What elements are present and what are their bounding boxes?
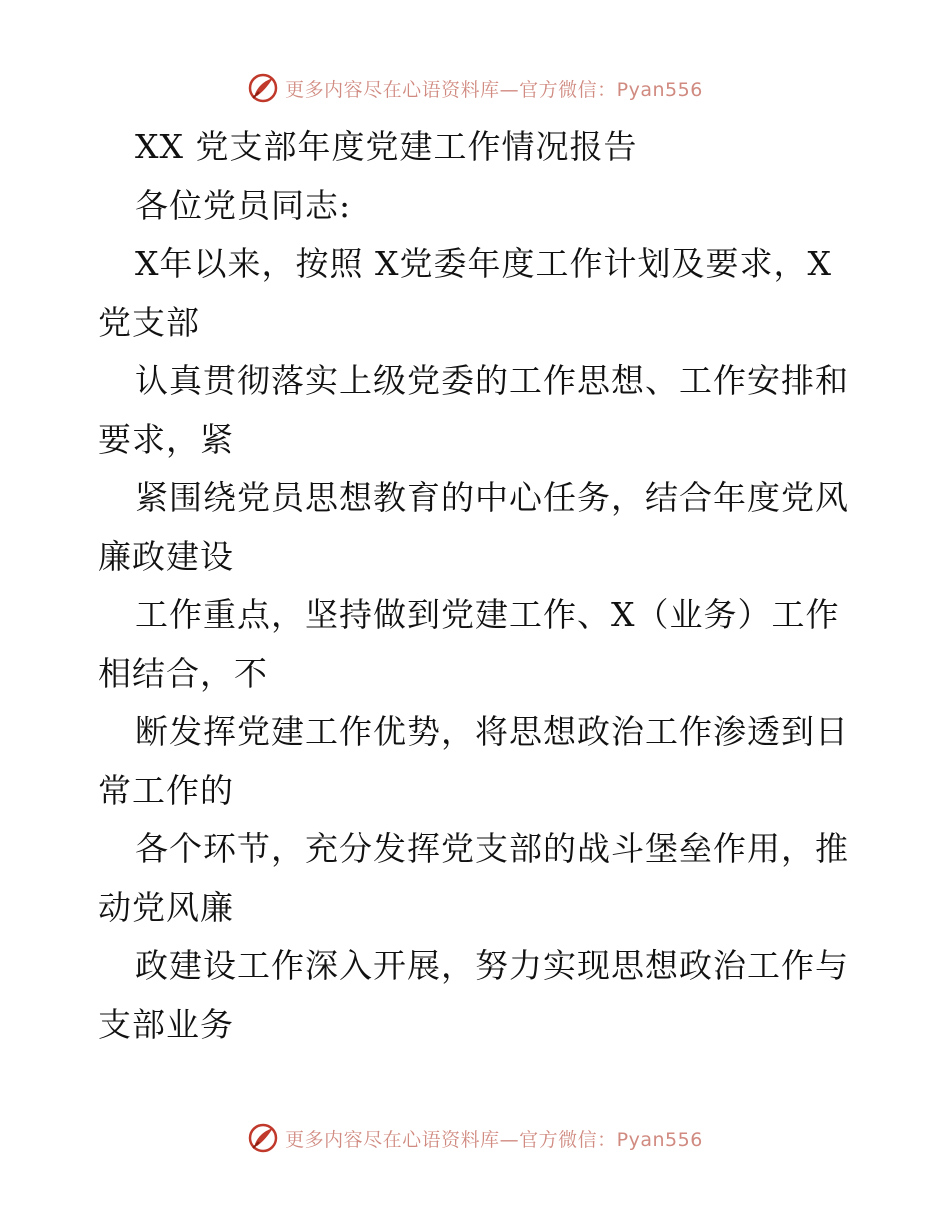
text-line: 要求，紧 (98, 419, 234, 459)
text-line: 工作重点，坚持做到党建工作、X（业务）工作 (135, 595, 840, 634)
text-line: 支部业务 (98, 1004, 234, 1044)
text-line: 断发挥党建工作优势，将思想政治工作渗透到日 (135, 712, 849, 751)
document-body (98, 118, 858, 1054)
text-line: 认真贯彻落实上级党委的工作思想、工作安排和 (135, 361, 849, 400)
text-line: 动党风廉 (98, 887, 234, 927)
text-line: 党支部 (98, 302, 200, 342)
footer-watermark (0, 1122, 950, 1154)
brand-logo-icon (247, 72, 279, 104)
text-line: 常工作的 (98, 770, 234, 810)
text-line: 相结合，不 (98, 653, 268, 693)
header-watermark (0, 72, 950, 104)
text-line: X年以来，按照 X党委年度工作计划及要求，X (135, 244, 832, 283)
text-line: 紧围绕党员思想教育的中心任务，结合年度党风 (135, 478, 849, 517)
text-line: 廉政建设 (98, 536, 234, 576)
brand-logo-icon (247, 1122, 279, 1154)
watermark-text: 更多内容尽在心语资料库—官方微信：Pyan556 (285, 1128, 703, 1151)
text-line: 各个环节，充分发挥党支部的战斗堡垒作用，推 (135, 829, 849, 868)
text-line: 政建设工作深入开展，努力实现思想政治工作与 (135, 946, 849, 985)
watermark-text: 更多内容尽在心语资料库—官方微信：Pyan556 (285, 78, 703, 101)
text-line: 各位党员同志: (135, 185, 352, 225)
document-title: XX 党支部年度党建工作情况报告 (135, 127, 638, 166)
